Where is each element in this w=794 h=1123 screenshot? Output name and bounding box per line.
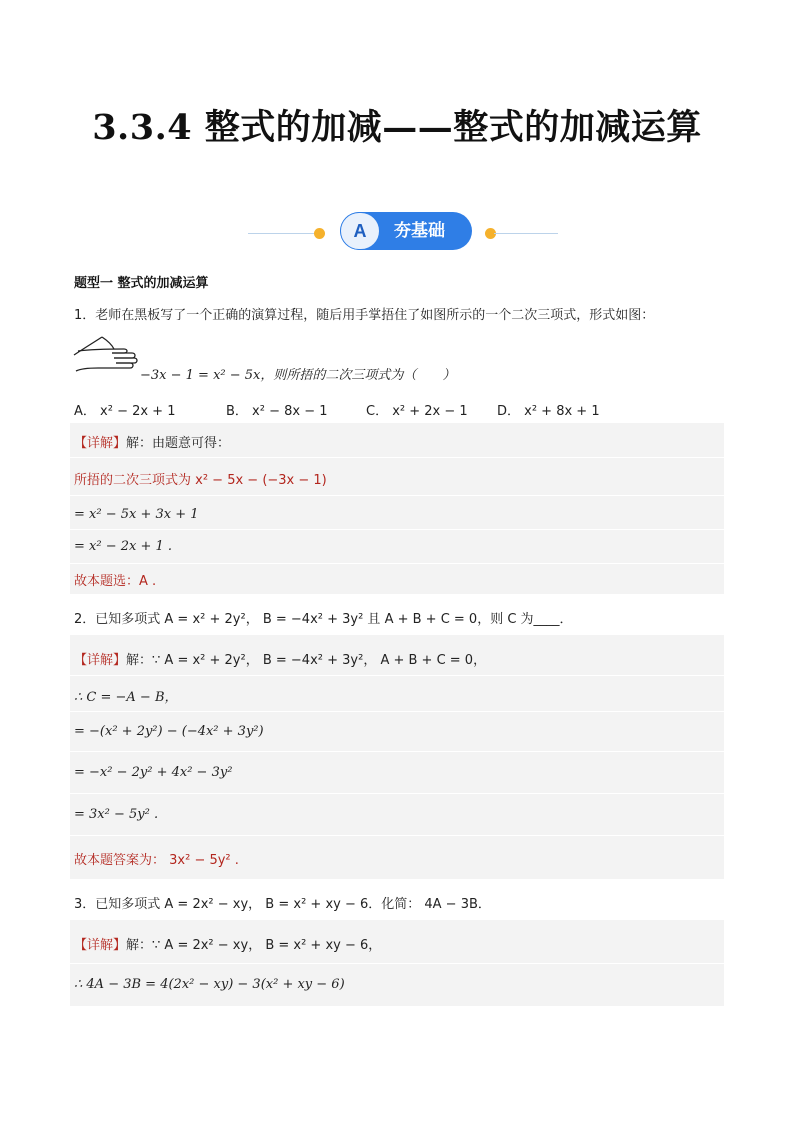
solution-row [70, 793, 724, 836]
solution-tag: 【详解】 [74, 436, 127, 451]
banner-letter: A [340, 212, 380, 250]
solution-line: 所捂的二次三项式为 x² − 5x − (−3x − 1) [74, 473, 327, 488]
section-heading: 题型一 整式的加减运算 [74, 276, 209, 291]
solution-line: 故本题答案为： 3x² − 5y² . [74, 853, 239, 868]
solution-row [70, 711, 724, 752]
q1-option-d: D． x² + 8x + 1 [497, 404, 600, 419]
solution-row [70, 423, 724, 458]
solution-row [70, 751, 724, 794]
solution-row [70, 963, 724, 1006]
q3-solution-box [70, 920, 724, 1006]
solution-row [70, 495, 724, 530]
q1-option-b: B． x² − 8x − 1 [226, 404, 328, 419]
solution-line [74, 432, 230, 451]
solution-row [70, 920, 724, 964]
banner-pill [340, 212, 472, 250]
solution-row [70, 529, 724, 564]
q1-option-a: A． x² − 2x + 1 [74, 404, 176, 419]
q2-text: 2．已知多项式 A = x² + 2y²， B = −4x² + 3y² 且 A + B + C = 0，则 C 为____． [74, 612, 573, 627]
solution-row [70, 635, 724, 676]
q1-option-c: C． x² + 2x − 1 [366, 404, 468, 419]
solution-text: 解：由题意可得： [126, 436, 231, 451]
solution-tag: 【详解】 [74, 938, 127, 953]
solution-text: 解：∵ A = 2x² − xy， B = x² + xy − 6， [126, 938, 382, 953]
banner-left-line [248, 233, 318, 234]
solution-line [74, 934, 381, 953]
banner-left-dot [314, 228, 325, 239]
solution-line: = x² − 5x + 3x + 1 [74, 507, 199, 522]
solution-row [70, 457, 724, 496]
q2-solution-box [70, 635, 724, 879]
q1-text: 1．老师在黑板写了一个正确的演算过程，随后用手掌捂住了如图所示的一个二次三项式，形式如图： [74, 308, 655, 323]
solution-row [70, 563, 724, 594]
solution-tag: 【详解】 [74, 653, 127, 668]
solution-row [70, 675, 724, 712]
solution-line: = 3x² − 5y² . [74, 807, 159, 822]
hand-icon [72, 335, 140, 377]
page-title: 3.3.4 整式的加减——整式的加减运算 [92, 107, 702, 148]
solution-text: 解：∵ A = x² + 2y²， B = −4x² + 3y²， A + B + C = 0， [126, 653, 487, 668]
banner-right-line [494, 233, 558, 234]
solution-line: 故本题选：A . [74, 574, 157, 589]
q1-solution-box [70, 423, 724, 594]
solution-line: ∴ 4A − 3B = 4(2x² − xy) − 3(x² + xy − 6) [74, 977, 345, 992]
q3-text: 3．已知多项式 A = 2x² − xy， B = x² + xy − 6．化简： 4A − 3B． [74, 897, 491, 912]
solution-line: ∴ C = −A − B， [74, 690, 178, 705]
solution-line: = −x² − 2y² + 4x² − 3y² [74, 765, 233, 780]
banner-label: 夯基础 [394, 221, 445, 241]
solution-row [70, 835, 724, 879]
solution-line [74, 649, 486, 668]
solution-line: = −(x² + 2y²) − (−4x² + 3y²) [74, 724, 264, 739]
solution-line: = x² − 2x + 1 . [74, 539, 173, 554]
section-banner [248, 212, 558, 252]
q1-expression: −3x − 1 = x² − 5x，则所捂的二次三项式为（ ） [140, 368, 456, 383]
